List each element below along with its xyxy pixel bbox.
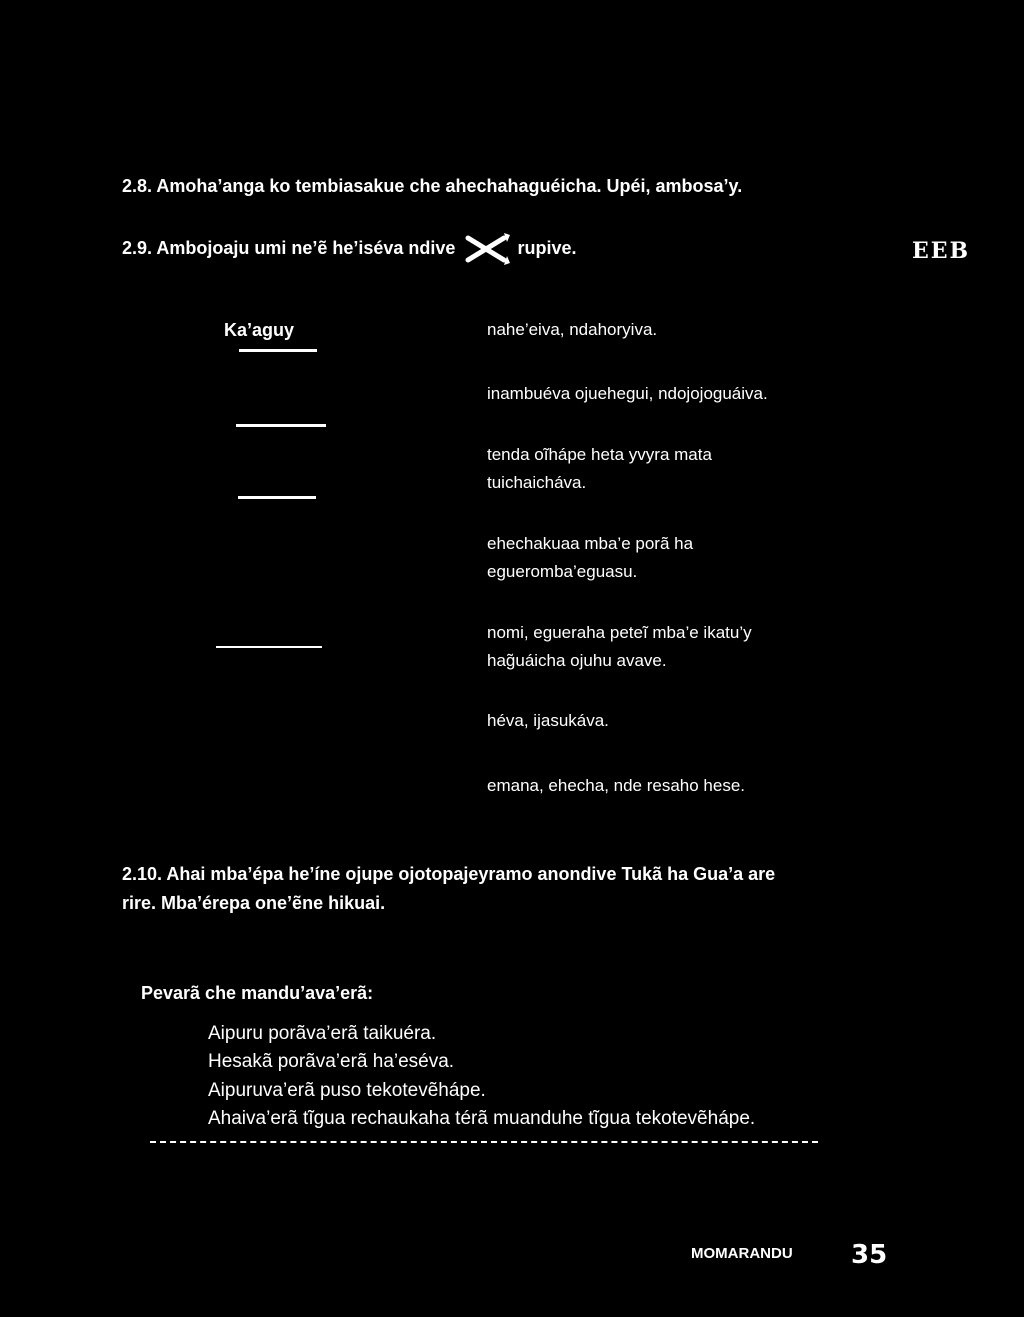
- reflection-item-2: Hesakã porãva’erã ha’eséva.: [208, 1051, 455, 1072]
- answer-blank-1[interactable]: [239, 349, 317, 352]
- reflection-divider: [150, 1141, 818, 1143]
- question-2-9-prefix: 2.9. Ambojoaju umi ne’ẽ he’iséva ndive: [122, 238, 456, 258]
- exercise-row-3-line-1: tenda oĩhápe heta yvyra mata: [487, 445, 712, 464]
- footer-section-label: MOMARANDU: [691, 1245, 793, 1262]
- question-2-8: 2.8. Amoha’anga ko tembiasakue che ahechahaguéicha. Upéi, ambosa’y.: [122, 176, 743, 196]
- reflection-item-1: Aipuru porãva’erã taikuéra.: [208, 1023, 437, 1044]
- crossed-arrows-icon: [460, 232, 512, 266]
- page-number: 35: [851, 1240, 888, 1270]
- question-2-10-line-1: 2.10. Ahai mba’épa he’íne ojupe ojotopajeyramo anondive Tukã ha Gua’a are: [122, 864, 776, 884]
- exercise-row-5-line-2: hag̃uáicha ojuhu avave.: [487, 651, 667, 670]
- exercise-row-2: inambuéva ojuehegui, ndojojoguáiva.: [487, 384, 768, 403]
- question-2-9: [122, 232, 577, 266]
- answer-blank-3[interactable]: [238, 496, 316, 499]
- question-2-10-line-2: rire. Mba’érepa one’ẽne hikuai.: [122, 893, 386, 913]
- exercise-row-6: héva, ijasukáva.: [487, 711, 609, 730]
- exercise-row-3-line-2: tuichaicháva.: [487, 473, 587, 492]
- publisher-logo: EEB: [912, 238, 971, 264]
- answer-blank-2[interactable]: [236, 424, 326, 427]
- reflection-title: Pevarã che mandu’ava’erã:: [141, 983, 374, 1003]
- exercise-left-title: Ka’aguy: [224, 320, 295, 340]
- reflection-item-3: Aipuruva’erã puso tekotevẽhápe.: [208, 1080, 486, 1101]
- exercise-row-4-line-1: ehechakuaa mba’e porã ha: [487, 534, 694, 553]
- reflection-item-4: Ahaiva’erã tĩgua rechaukaha térã muanduhe tĩgua tekotevẽhápe.: [208, 1108, 756, 1129]
- exercise-row-1: nahe’eiva, ndahoryiva.: [487, 320, 658, 339]
- exercise-row-5-line-1: nomi, egueraha peteĩ mba’e ikatu’y: [487, 623, 752, 642]
- exercise-row-7: emana, ehecha, nde resaho hese.: [487, 776, 746, 795]
- question-2-9-suffix: rupive.: [517, 238, 577, 258]
- exercise-row-4-line-2: egueromba’eguasu.: [487, 562, 638, 581]
- answer-blank-4[interactable]: [216, 646, 322, 648]
